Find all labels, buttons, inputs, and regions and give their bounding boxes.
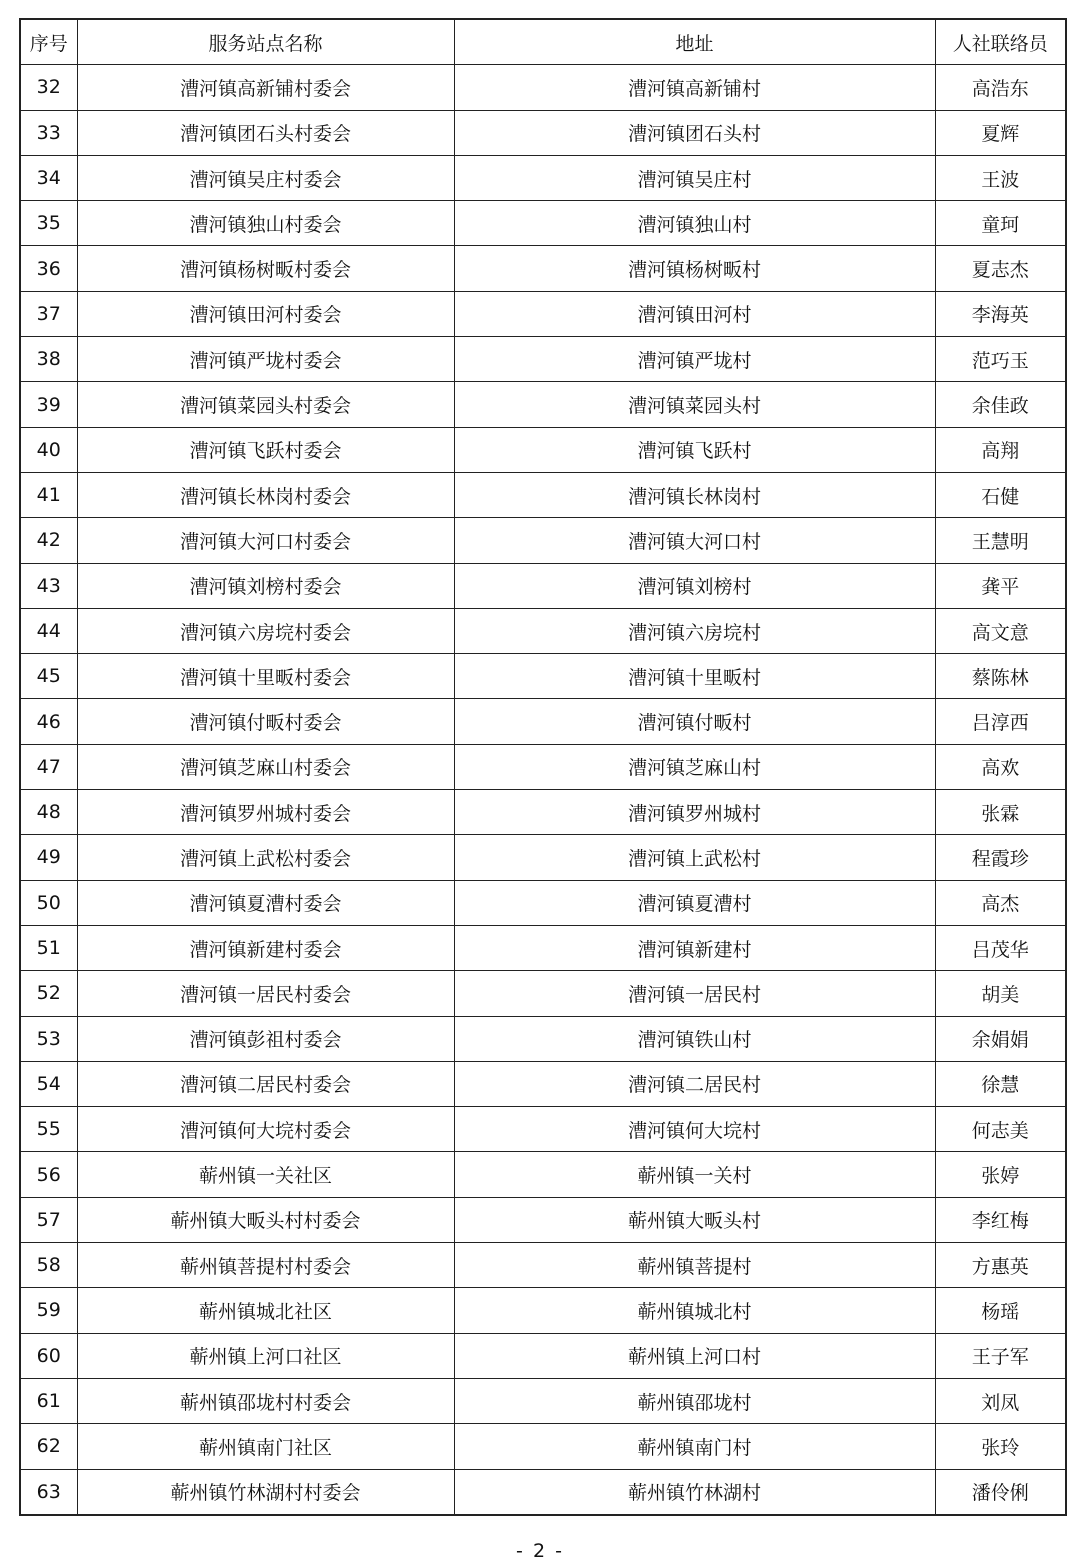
cell-address: 漕河镇长林岗村 <box>454 472 935 517</box>
cell-index: 58 <box>20 1243 77 1288</box>
cell-liaison: 高文意 <box>935 608 1066 653</box>
cell-index: 35 <box>20 201 77 246</box>
table-row <box>20 246 1066 291</box>
cell-index: 49 <box>20 835 77 880</box>
cell-index: 39 <box>20 382 77 427</box>
table-row <box>20 110 1066 155</box>
table-row <box>20 518 1066 563</box>
cell-liaison: 童珂 <box>935 201 1066 246</box>
cell-liaison: 何志美 <box>935 1107 1066 1152</box>
cell-index: 34 <box>20 155 77 200</box>
cell-station-name: 漕河镇刘榜村委会 <box>77 563 454 608</box>
cell-station-name: 漕河镇彭祖村委会 <box>77 1016 454 1061</box>
cell-station-name: 漕河镇严垅村委会 <box>77 337 454 382</box>
table-header-row <box>20 19 1066 65</box>
cell-address: 漕河镇付畈村 <box>454 699 935 744</box>
cell-index: 32 <box>20 65 77 110</box>
cell-address: 蕲州镇竹林湖村 <box>454 1469 935 1515</box>
cell-address: 漕河镇十里畈村 <box>454 654 935 699</box>
cell-index: 52 <box>20 971 77 1016</box>
header-address: 地址 <box>454 19 935 65</box>
table-row <box>20 201 1066 246</box>
cell-station-name: 漕河镇何大垸村委会 <box>77 1107 454 1152</box>
cell-station-name: 漕河镇芝麻山村委会 <box>77 744 454 789</box>
cell-liaison: 余佳政 <box>935 382 1066 427</box>
cell-liaison: 王慧明 <box>935 518 1066 563</box>
cell-address: 漕河镇二居民村 <box>454 1061 935 1106</box>
cell-index: 36 <box>20 246 77 291</box>
table-row <box>20 654 1066 699</box>
cell-liaison: 夏辉 <box>935 110 1066 155</box>
table-row <box>20 1469 1066 1515</box>
table-row <box>20 1288 1066 1333</box>
cell-index: 38 <box>20 337 77 382</box>
service-station-table <box>19 18 1067 1516</box>
cell-liaison: 程霞珍 <box>935 835 1066 880</box>
cell-address: 漕河镇夏漕村 <box>454 880 935 925</box>
cell-address: 蕲州镇一关村 <box>454 1152 935 1197</box>
cell-station-name: 漕河镇罗州城村委会 <box>77 790 454 835</box>
cell-index: 57 <box>20 1197 77 1242</box>
cell-liaison: 张霖 <box>935 790 1066 835</box>
cell-station-name: 蕲州镇大畈头村村委会 <box>77 1197 454 1242</box>
cell-liaison: 余娟娟 <box>935 1016 1066 1061</box>
cell-address: 漕河镇菜园头村 <box>454 382 935 427</box>
cell-station-name: 漕河镇长林岗村委会 <box>77 472 454 517</box>
cell-address: 漕河镇吴庄村 <box>454 155 935 200</box>
table-row <box>20 790 1066 835</box>
cell-station-name: 漕河镇一居民村委会 <box>77 971 454 1016</box>
table-row <box>20 427 1066 472</box>
table-row <box>20 1333 1066 1378</box>
cell-index: 56 <box>20 1152 77 1197</box>
cell-station-name: 蕲州镇竹林湖村村委会 <box>77 1469 454 1515</box>
table-row <box>20 1378 1066 1423</box>
cell-liaison: 王波 <box>935 155 1066 200</box>
cell-address: 漕河镇严垅村 <box>454 337 935 382</box>
cell-station-name: 漕河镇飞跃村委会 <box>77 427 454 472</box>
cell-address: 漕河镇新建村 <box>454 925 935 970</box>
cell-liaison: 高浩东 <box>935 65 1066 110</box>
cell-index: 48 <box>20 790 77 835</box>
cell-address: 漕河镇芝麻山村 <box>454 744 935 789</box>
cell-address: 漕河镇铁山村 <box>454 1016 935 1061</box>
table-row <box>20 382 1066 427</box>
cell-liaison: 张玲 <box>935 1424 1066 1469</box>
cell-index: 40 <box>20 427 77 472</box>
table-row <box>20 1061 1066 1106</box>
cell-address: 漕河镇罗州城村 <box>454 790 935 835</box>
cell-station-name: 漕河镇独山村委会 <box>77 201 454 246</box>
cell-index: 55 <box>20 1107 77 1152</box>
cell-liaison: 吕茂华 <box>935 925 1066 970</box>
cell-liaison: 高欢 <box>935 744 1066 789</box>
cell-index: 62 <box>20 1424 77 1469</box>
cell-station-name: 蕲州镇南门社区 <box>77 1424 454 1469</box>
table-row <box>20 1197 1066 1242</box>
cell-index: 47 <box>20 744 77 789</box>
cell-address: 漕河镇六房垸村 <box>454 608 935 653</box>
cell-station-name: 漕河镇十里畈村委会 <box>77 654 454 699</box>
table-row <box>20 699 1066 744</box>
cell-index: 37 <box>20 291 77 336</box>
cell-station-name: 漕河镇高新铺村委会 <box>77 65 454 110</box>
cell-liaison: 杨瑶 <box>935 1288 1066 1333</box>
cell-liaison: 范巧玉 <box>935 337 1066 382</box>
table-row <box>20 1107 1066 1152</box>
cell-index: 33 <box>20 110 77 155</box>
cell-liaison: 龚平 <box>935 563 1066 608</box>
cell-liaison: 高杰 <box>935 880 1066 925</box>
cell-station-name: 漕河镇田河村委会 <box>77 291 454 336</box>
cell-address: 蕲州镇菩提村 <box>454 1243 935 1288</box>
cell-station-name: 漕河镇六房垸村委会 <box>77 608 454 653</box>
cell-index: 41 <box>20 472 77 517</box>
table-row <box>20 880 1066 925</box>
cell-station-name: 漕河镇菜园头村委会 <box>77 382 454 427</box>
table-row <box>20 1424 1066 1469</box>
table-row <box>20 835 1066 880</box>
cell-liaison: 蔡陈林 <box>935 654 1066 699</box>
cell-station-name: 蕲州镇菩提村村委会 <box>77 1243 454 1288</box>
cell-index: 63 <box>20 1469 77 1515</box>
cell-liaison: 方惠英 <box>935 1243 1066 1288</box>
cell-station-name: 漕河镇上武松村委会 <box>77 835 454 880</box>
table-row <box>20 155 1066 200</box>
header-index: 序号 <box>20 19 77 65</box>
table-row <box>20 744 1066 789</box>
table-row <box>20 1243 1066 1288</box>
cell-liaison: 石健 <box>935 472 1066 517</box>
cell-address: 蕲州镇城北村 <box>454 1288 935 1333</box>
table-row <box>20 971 1066 1016</box>
cell-station-name: 蕲州镇上河口社区 <box>77 1333 454 1378</box>
cell-index: 50 <box>20 880 77 925</box>
cell-liaison: 夏志杰 <box>935 246 1066 291</box>
cell-station-name: 漕河镇团石头村委会 <box>77 110 454 155</box>
header-liaison: 人社联络员 <box>935 19 1066 65</box>
cell-address: 蕲州镇上河口村 <box>454 1333 935 1378</box>
table-row <box>20 563 1066 608</box>
cell-index: 59 <box>20 1288 77 1333</box>
cell-index: 61 <box>20 1378 77 1423</box>
cell-address: 漕河镇飞跃村 <box>454 427 935 472</box>
cell-address: 漕河镇独山村 <box>454 201 935 246</box>
cell-address: 漕河镇高新铺村 <box>454 65 935 110</box>
header-station-name: 服务站点名称 <box>77 19 454 65</box>
cell-address: 漕河镇大河口村 <box>454 518 935 563</box>
cell-liaison: 吕淳西 <box>935 699 1066 744</box>
cell-address: 漕河镇何大垸村 <box>454 1107 935 1152</box>
cell-index: 51 <box>20 925 77 970</box>
cell-address: 漕河镇刘榜村 <box>454 563 935 608</box>
cell-station-name: 漕河镇大河口村委会 <box>77 518 454 563</box>
cell-station-name: 漕河镇杨树畈村委会 <box>77 246 454 291</box>
cell-index: 43 <box>20 563 77 608</box>
cell-index: 42 <box>20 518 77 563</box>
cell-address: 蕲州镇邵垅村 <box>454 1378 935 1423</box>
cell-index: 53 <box>20 1016 77 1061</box>
cell-address: 蕲州镇南门村 <box>454 1424 935 1469</box>
cell-address: 漕河镇上武松村 <box>454 835 935 880</box>
cell-address: 漕河镇团石头村 <box>454 110 935 155</box>
cell-liaison: 李红梅 <box>935 1197 1066 1242</box>
cell-index: 60 <box>20 1333 77 1378</box>
cell-station-name: 漕河镇新建村委会 <box>77 925 454 970</box>
cell-index: 45 <box>20 654 77 699</box>
cell-address: 漕河镇田河村 <box>454 291 935 336</box>
table-body <box>20 65 1066 1515</box>
cell-liaison: 徐慧 <box>935 1061 1066 1106</box>
cell-address: 漕河镇一居民村 <box>454 971 935 1016</box>
cell-station-name: 蕲州镇邵垅村村委会 <box>77 1378 454 1423</box>
cell-address: 漕河镇杨树畈村 <box>454 246 935 291</box>
table-row <box>20 1016 1066 1061</box>
table-row <box>20 608 1066 653</box>
cell-address: 蕲州镇大畈头村 <box>454 1197 935 1242</box>
cell-index: 46 <box>20 699 77 744</box>
cell-liaison: 张婷 <box>935 1152 1066 1197</box>
cell-station-name: 漕河镇二居民村委会 <box>77 1061 454 1106</box>
cell-station-name: 漕河镇吴庄村委会 <box>77 155 454 200</box>
table-row <box>20 925 1066 970</box>
cell-station-name: 漕河镇付畈村委会 <box>77 699 454 744</box>
table-row <box>20 472 1066 517</box>
cell-liaison: 高翔 <box>935 427 1066 472</box>
cell-liaison: 王子军 <box>935 1333 1066 1378</box>
page-number: - 2 - <box>516 1540 564 1562</box>
cell-liaison: 潘伶俐 <box>935 1469 1066 1515</box>
cell-liaison: 李海英 <box>935 291 1066 336</box>
cell-station-name: 漕河镇夏漕村委会 <box>77 880 454 925</box>
table-row <box>20 337 1066 382</box>
cell-liaison: 胡美 <box>935 971 1066 1016</box>
cell-index: 54 <box>20 1061 77 1106</box>
table-row <box>20 291 1066 336</box>
cell-liaison: 刘凤 <box>935 1378 1066 1423</box>
table-row <box>20 65 1066 110</box>
cell-station-name: 蕲州镇一关社区 <box>77 1152 454 1197</box>
cell-index: 44 <box>20 608 77 653</box>
table-row <box>20 1152 1066 1197</box>
cell-station-name: 蕲州镇城北社区 <box>77 1288 454 1333</box>
